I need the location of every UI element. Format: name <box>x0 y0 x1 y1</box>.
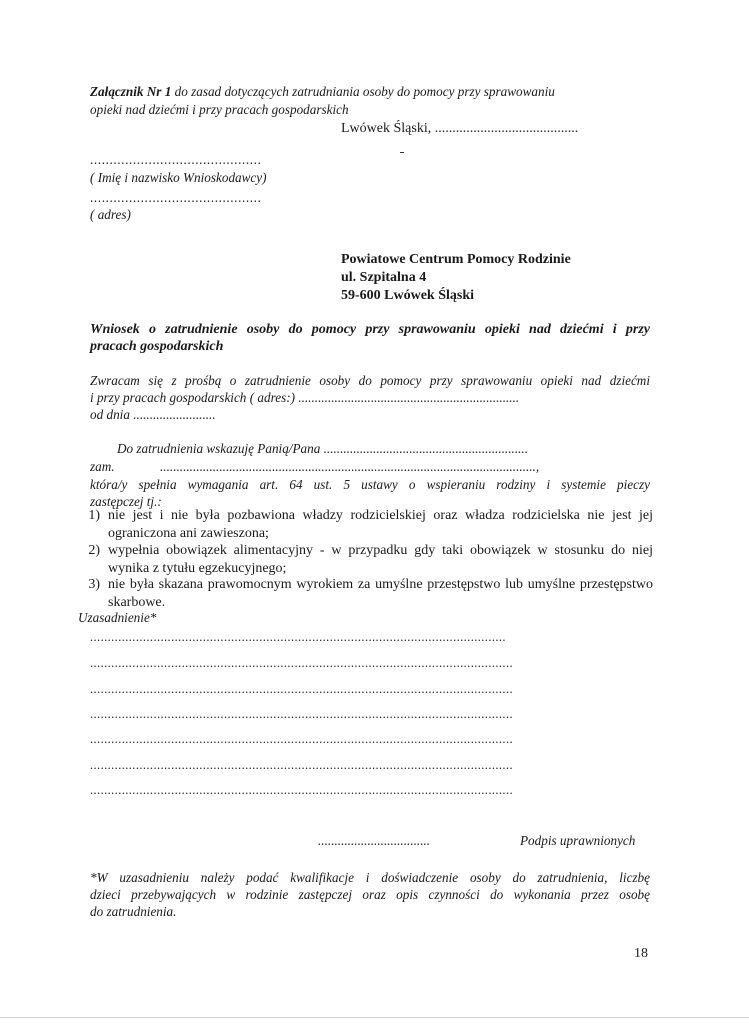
requirement-number: 2) <box>88 543 100 558</box>
footnote-line-3: do zatrudnienia. <box>90 904 177 919</box>
place-date: Lwówek Śląski, ......................................... <box>341 121 579 136</box>
request-line-2: i przy pracach gospodarskich ( adres:) ................................................................... <box>90 390 520 405</box>
annex-line-1 <box>90 84 555 100</box>
residence-label: zam. <box>90 459 115 474</box>
justification-line: ........................................................................................................................ <box>90 732 513 746</box>
nomination-line-4: zastępczej tj.: <box>90 494 162 509</box>
justification-line: ...................................................................................................................... <box>90 630 506 644</box>
signature-dots: .................................. <box>318 833 431 848</box>
footnote-line-1: *W uzasadnieniu należy podać kwalifikacje i doświadczenie osoby do zatrudnienia, liczbę <box>90 870 650 885</box>
applicant-name-label: ( Imię i nazwisko Wnioskodawcy) <box>90 170 267 185</box>
request-line-1: Zwracam się z prośbą o zatrudnienie osoby do pomocy przy sprawowaniu opieki nad dziećmi <box>90 373 650 388</box>
requirement-item-2 <box>78 542 653 578</box>
request-line-3: od dnia ......................... <box>90 407 216 422</box>
residence-dots: .................................................................................................................., <box>160 459 540 474</box>
signature-label: Podpis uprawnionych <box>520 833 636 848</box>
nomination-line-1: Do zatrudnienia wskazuję Panią/Pana .............................................................. <box>117 441 529 456</box>
document-title-line-2: pracach gospodarskich <box>90 339 224 354</box>
applicant-address-label: ( adres) <box>90 207 131 222</box>
applicant-address-line: ............................................ <box>90 190 262 205</box>
requirement-text: nie jest i nie była pozbawiona władzy rodzicielskiej oraz władza rodzicielska nie jest jej ograniczona ani zawieszona; <box>108 508 653 541</box>
justification-line: ........................................................................................................................ <box>90 707 513 721</box>
applicant-name-line: ............................................ <box>90 152 262 167</box>
requirement-item-1 <box>78 507 653 543</box>
justification-line: ........................................................................................................................ <box>90 758 513 772</box>
document-title-line-1: Wniosek o zatrudnienie osoby do pomocy przy sprawowaniu opieki nad dziećmi i przy <box>90 322 650 337</box>
footnote-line-2: dzieci przebywających w rodzinie zastępczej oraz opis czynności do wykonania przez osobę <box>90 887 650 902</box>
scan-mark <box>400 152 404 153</box>
justification-line: ........................................................................................................................ <box>90 656 513 670</box>
recipient-line-1: Powiatowe Centrum Pomocy Rodzinie <box>341 252 571 267</box>
requirement-text: nie była skazana prawomocnym wyrokiem za umyślne przestępstwo lub umyślne przestępstwo skarbowe. <box>108 577 653 610</box>
requirement-item-3 <box>78 576 653 612</box>
justification-line: ........................................................................................................................ <box>90 783 513 797</box>
requirement-text: wypełnia obowiązek alimentacyjny - w przypadku gdy taki obowiązek w stosunku do niej wynika z tytułu egzekucyjnego; <box>108 543 653 576</box>
recipient-line-3: 59-600 Lwówek Śląski <box>341 288 475 303</box>
scan-edge <box>0 1017 749 1018</box>
justification-label: Uzasadnienie* <box>78 610 157 625</box>
justification-line: ........................................................................................................................ <box>90 682 513 696</box>
requirement-number: 3) <box>88 577 100 592</box>
nomination-line-3: która/y spełnia wymagania art. 64 ust. 5 ustawy o wspieraniu rodziny i systemie pieczy <box>90 477 650 492</box>
annex-label: Załącznik Nr 1 <box>90 84 172 99</box>
recipient-line-2: ul. Szpitalna 4 <box>341 270 427 285</box>
requirement-number: 1) <box>88 508 100 523</box>
annex-line-2: opieki nad dziećmi i przy pracach gospodarskich <box>90 102 349 117</box>
annex-text: do zasad dotyczących zatrudniania osoby do pomocy przy sprawowaniu <box>171 84 555 99</box>
page-number: 18 <box>634 946 648 961</box>
